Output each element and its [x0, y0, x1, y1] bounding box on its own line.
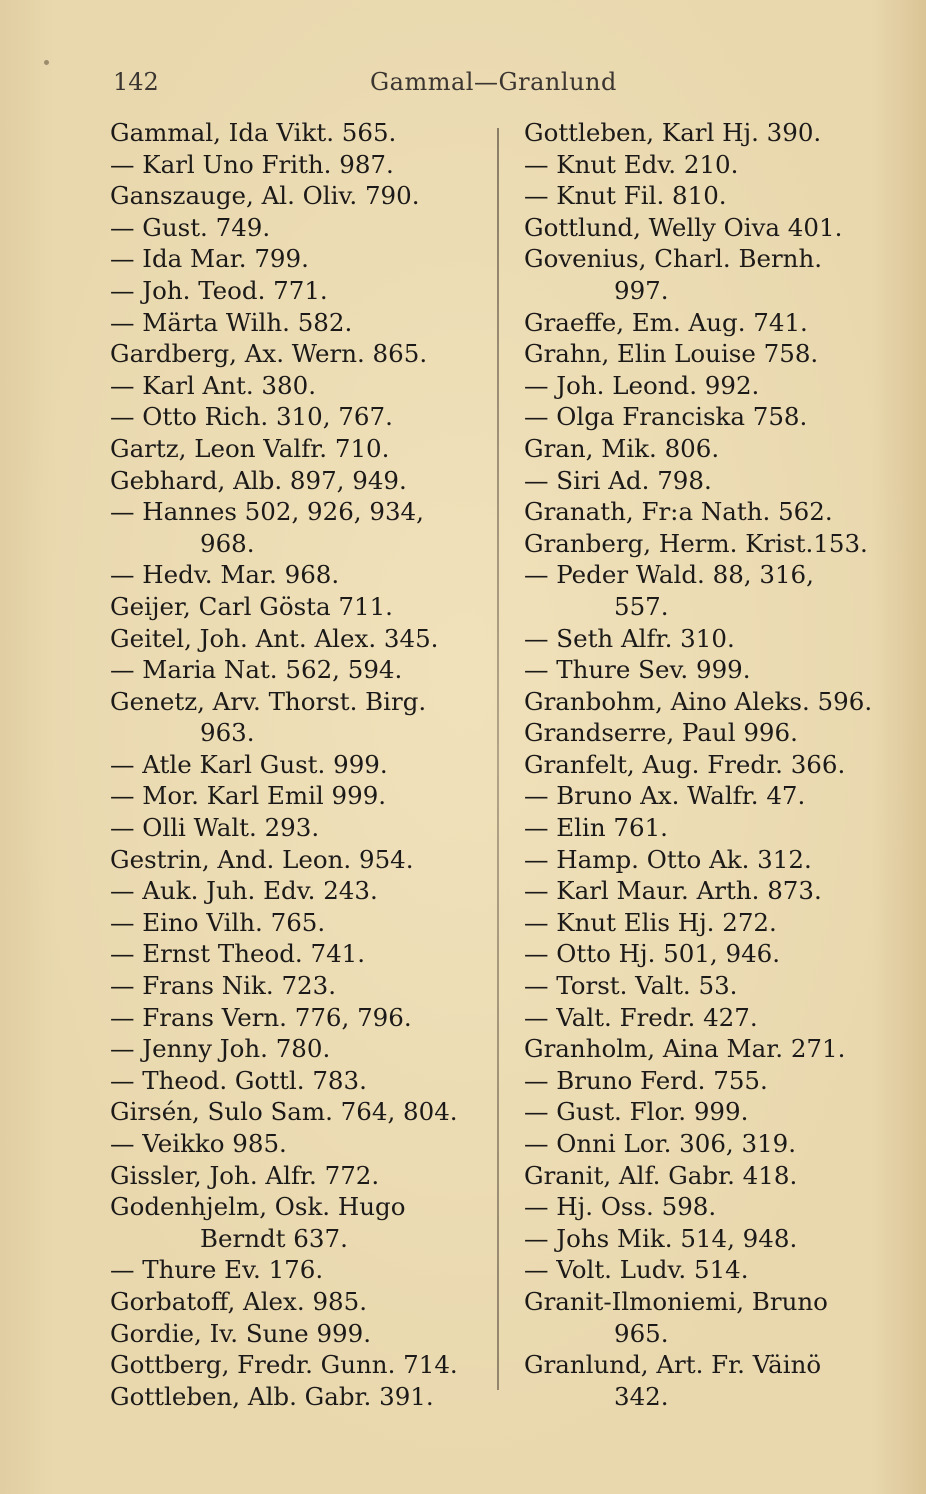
- index-entry: — Onni Lor. 306, 319.: [524, 1129, 797, 1158]
- index-entry: Geijer, Carl Gösta 711.: [110, 591, 393, 621]
- running-head: Gammal—Granlund: [370, 68, 617, 96]
- index-entry: Grahn, Elin Louise 758.: [524, 339, 819, 369]
- index-entry: — Auk. Juh. Edv. 243.: [110, 876, 378, 906]
- index-entry: — Veikko 985.: [110, 1129, 287, 1158]
- index-entry: Gottlund, Welly Oiva 401.: [524, 212, 843, 242]
- index-entry: — Eino Vilh. 765.: [110, 907, 326, 937]
- index-entry: — Elin 761.: [524, 813, 668, 843]
- index-entry: — Hj. Oss. 598.: [524, 1192, 717, 1222]
- index-entry: Genetz, Arv. Thorst. Birg.: [110, 686, 427, 716]
- page-header: [0, 68, 926, 102]
- index-entry: — Knut Fil. 810.: [524, 181, 727, 211]
- index-entry-continuation: 968.: [200, 528, 255, 558]
- index-entry: Ganszauge, Al. Oliv. 790.: [110, 181, 420, 211]
- index-entry: — Otto Rich. 310, 767.: [110, 402, 393, 432]
- index-entry-continuation: 557.: [614, 591, 669, 621]
- index-entry: — Thure Ev. 176.: [110, 1255, 324, 1285]
- index-entry: Gorbatoff, Alex. 985.: [110, 1286, 367, 1316]
- index-entry: Gordie, Iv. Sune 999.: [110, 1318, 371, 1348]
- index-entry: — Theod. Gottl. 783.: [110, 1065, 367, 1095]
- index-entry: Gardberg, Ax. Wern. 865.: [110, 339, 428, 369]
- index-entry: — Karl Ant. 380.: [110, 370, 316, 400]
- index-entry: — Johs Mik. 514, 948.: [524, 1223, 798, 1253]
- index-entry: — Bruno Ax. Walfr. 47.: [524, 781, 806, 811]
- index-entry: — Olga Franciska 758.: [524, 402, 808, 432]
- index-entry-continuation: 965.: [614, 1318, 669, 1348]
- paper-speck: [44, 60, 49, 65]
- index-entry: — Bruno Ferd. 755.: [524, 1065, 768, 1095]
- index-entry: — Joh. Leond. 992.: [524, 370, 760, 400]
- index-entry: — Olli Walt. 293.: [110, 813, 320, 843]
- index-entry: — Knut Edv. 210.: [524, 149, 739, 179]
- index-entry: — Hamp. Otto Ak. 312.: [524, 844, 812, 874]
- index-entry: — Hedv. Mar. 968.: [110, 560, 340, 590]
- index-entry: — Siri Ad. 798.: [524, 465, 712, 495]
- index-entry: Granfelt, Aug. Fredr. 366.: [524, 749, 846, 779]
- index-entry: Geitel, Joh. Ant. Alex. 345.: [110, 623, 439, 653]
- left-column: [110, 117, 490, 1412]
- index-entry: Granit, Alf. Gabr. 418.: [524, 1160, 798, 1190]
- index-entry: Gottberg, Fredr. Gunn. 714.: [110, 1350, 458, 1380]
- index-entry: — Märta Wilh. 582.: [110, 307, 353, 337]
- index-entry: Granberg, Herm. Krist.153.: [524, 528, 868, 558]
- right-column: [524, 117, 896, 1412]
- index-entry: Granlund, Art. Fr. Väinö: [524, 1350, 822, 1380]
- page-number: 142: [113, 68, 159, 96]
- index-entry: Gebhard, Alb. 897, 949.: [110, 465, 407, 495]
- index-entry: Gottleben, Karl Hj. 390.: [524, 118, 822, 147]
- index-entry-continuation: Berndt 637.: [200, 1223, 348, 1253]
- index-entry: Granit-Ilmoniemi, Bruno: [524, 1286, 828, 1316]
- index-entry: Gissler, Joh. Alfr. 772.: [110, 1160, 380, 1190]
- index-entry: — Mor. Karl Emil 999.: [110, 781, 387, 811]
- index-entry: — Gust. Flor. 999.: [524, 1097, 749, 1127]
- index-entry: Granath, Fr:a Nath. 562.: [524, 497, 833, 527]
- index-entry-continuation: 997.: [614, 275, 669, 305]
- index-entry: — Joh. Teod. 771.: [110, 275, 328, 305]
- index-entry: — Atle Karl Gust. 999.: [110, 749, 388, 779]
- index-entry: — Jenny Joh. 780.: [110, 1034, 331, 1064]
- index-entry: — Karl Maur. Arth. 873.: [524, 876, 822, 906]
- index-entry: — Seth Alfr. 310.: [524, 623, 735, 653]
- column-divider: [497, 128, 499, 1390]
- index-entry: Girsén, Sulo Sam. 764, 804.: [110, 1097, 458, 1127]
- index-entry: Govenius, Charl. Bernh.: [524, 244, 823, 274]
- index-entry: — Torst. Valt. 53.: [524, 971, 738, 1001]
- index-entry: Gran, Mik. 806.: [524, 433, 720, 463]
- index-entry: Gottleben, Alb. Gabr. 391.: [110, 1381, 434, 1411]
- index-entry: — Valt. Fredr. 427.: [524, 1002, 758, 1032]
- index-entry: Godenhjelm, Osk. Hugo: [110, 1192, 406, 1222]
- index-entry: Granbohm, Aino Aleks. 596.: [524, 686, 873, 716]
- index-entry: Gestrin, And. Leon. 954.: [110, 844, 414, 874]
- index-entry: — Knut Elis Hj. 272.: [524, 907, 777, 937]
- index-entry: Gammal, Ida Vikt. 565.: [110, 118, 397, 147]
- index-entry-continuation: 963.: [200, 718, 255, 748]
- index-entry: — Volt. Ludv. 514.: [524, 1255, 749, 1285]
- index-entry: Granholm, Aina Mar. 271.: [524, 1034, 846, 1064]
- index-entry: Gartz, Leon Valfr. 710.: [110, 433, 390, 463]
- index-entry: — Karl Uno Frith. 987.: [110, 149, 394, 179]
- index-entry: Grandserre, Paul 996.: [524, 718, 798, 748]
- index-entry: — Otto Hj. 501, 946.: [524, 939, 781, 969]
- index-entry: Graeffe, Em. Aug. 741.: [524, 307, 808, 337]
- index-entry: — Peder Wald. 88, 316,: [524, 560, 814, 590]
- index-entry: — Maria Nat. 562, 594.: [110, 655, 403, 685]
- index-entry: — Thure Sev. 999.: [524, 655, 751, 685]
- index-entry: — Frans Nik. 723.: [110, 971, 336, 1001]
- index-entry: — Ida Mar. 799.: [110, 244, 309, 274]
- index-entry: — Ernst Theod. 741.: [110, 939, 366, 969]
- index-entry: — Gust. 749.: [110, 212, 271, 242]
- index-entry: — Hannes 502, 926, 934,: [110, 497, 424, 527]
- index-entry-continuation: 342.: [614, 1381, 669, 1411]
- index-entry: — Frans Vern. 776, 796.: [110, 1002, 412, 1032]
